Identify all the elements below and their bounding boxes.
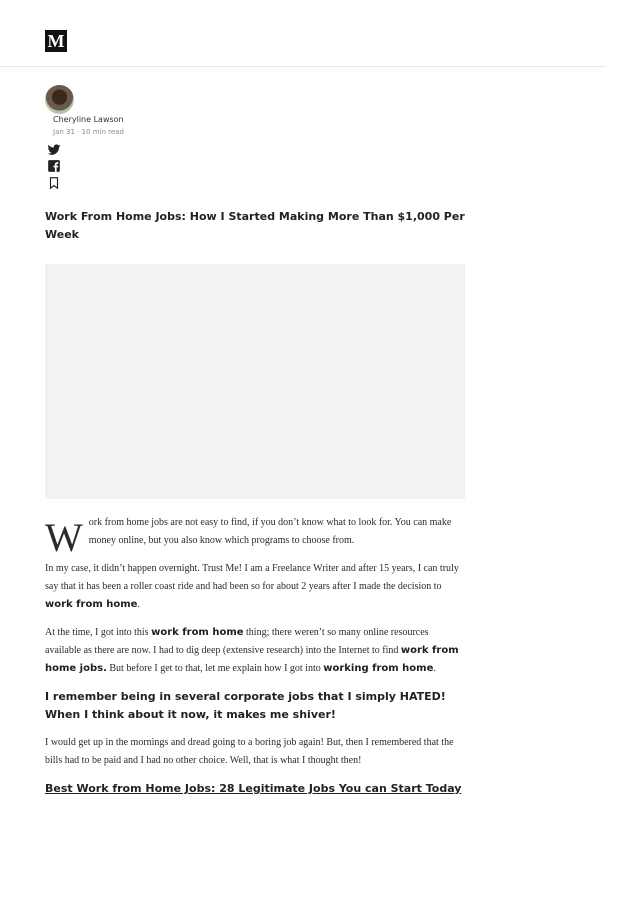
p3-text-c: But before I get to that, let me explain how I got into <box>106 663 324 674</box>
p2-emphasis: work from home <box>45 599 138 610</box>
p2-text: In my case, it didn’t happen overnight. Trust Me! I am a Freelance Writer and after 15 years, I can truly say that it has been a roller coast ride and had been so for about 2 years after I made the decision to <box>45 563 459 592</box>
paragraph-intro <box>45 514 467 560</box>
p3-text-b: thing; there weren’t so many online resources available as there are now. I had to dig deep (extensive research) into the Internet to find <box>45 627 429 656</box>
facebook-icon[interactable] <box>47 159 61 173</box>
paragraph-4: I would get up in the mornings and dread going to a boring job again! But, then I remembered that the bills had to be paid and I had no other choice. Well, that is what I thought then! <box>45 737 454 766</box>
p3-emphasis-3: working from home <box>323 663 434 674</box>
p3-emphasis-2: work from home jobs. <box>45 645 459 674</box>
medium-logo[interactable]: M <box>45 30 67 52</box>
drop-cap: W <box>45 515 83 560</box>
bookmark-icon[interactable] <box>47 176 61 190</box>
author-name[interactable]: Cheryline Lawson <box>53 115 124 124</box>
section-heading: I remember being in several corporate jobs that I simply HATED! When I think about it now, it makes me shiver! <box>45 690 446 721</box>
twitter-icon[interactable] <box>47 143 61 157</box>
p2-end: . <box>137 599 140 610</box>
paragraph-2 <box>45 560 467 614</box>
hero-image-placeholder <box>45 264 465 499</box>
article-title: Work From Home Jobs: How I Started Making More Than $1,000 Per Week <box>45 210 465 241</box>
intro-text: ork from home jobs are not easy to find, if you don’t know what to look for. You can make money online, but you also know which programs to choose from. <box>88 517 452 546</box>
p3-emphasis-1: work from home <box>151 627 244 638</box>
p3-text-a: At the time, I got into this <box>45 627 152 638</box>
article-body <box>45 514 467 797</box>
author-avatar[interactable] <box>45 85 74 114</box>
post-meta: Jan 31 · 10 min read <box>53 128 124 136</box>
top-bar <box>0 0 606 67</box>
paragraph-3 <box>45 624 467 678</box>
related-article-link[interactable]: Best Work from Home Jobs: 28 Legitimate Jobs You can Start Today <box>45 782 462 795</box>
p3-text-d: . <box>433 663 436 674</box>
